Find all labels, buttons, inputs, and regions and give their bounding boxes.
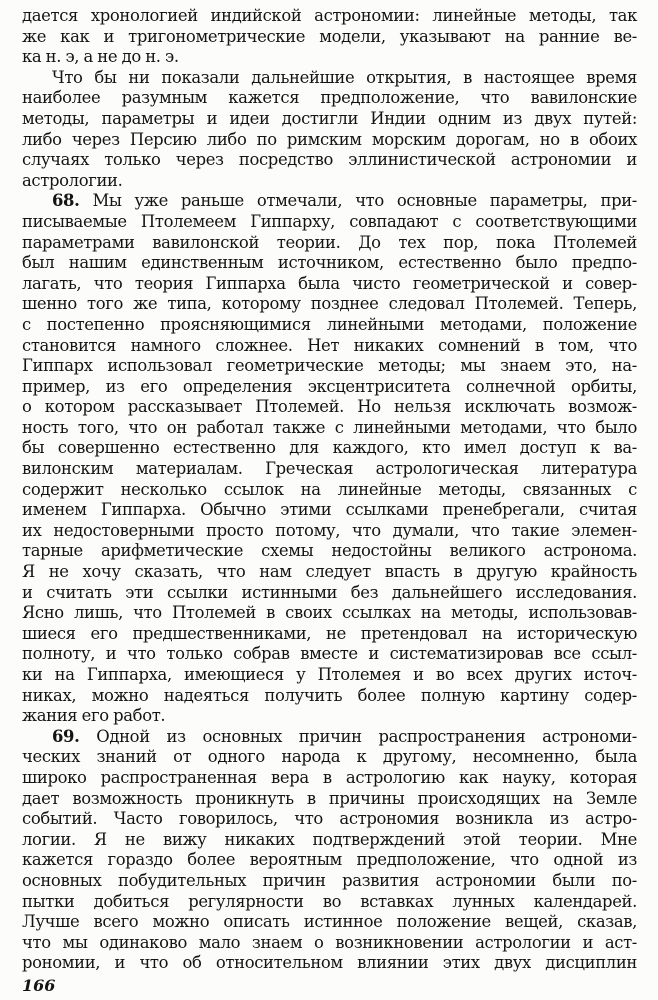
line-text: рономии, и что об относительном влиянии этих двух дисциплин xyxy=(22,953,637,973)
line-text: бы совершенно естественно для каждого, кто имел доступ к ва- xyxy=(22,438,637,458)
line-text: о котором рассказывает Птолемей. Но нельзя исключать возмож- xyxy=(22,397,637,417)
line-text: пытки добиться регулярности во вставках лунных календарей. xyxy=(22,891,637,911)
text-line xyxy=(22,336,637,357)
line-text: был нашим единственным источником, естественно было предпо- xyxy=(22,253,637,273)
text-line xyxy=(22,47,637,68)
text-line xyxy=(22,562,637,583)
text-line xyxy=(22,892,637,913)
text-line xyxy=(22,68,637,89)
line-text: астрологии. xyxy=(22,170,123,190)
paragraph-number: 68. xyxy=(52,191,80,211)
text-line xyxy=(22,459,637,480)
line-text: вилонским материалам. Греческая астрологическая литература xyxy=(22,459,637,479)
line-text: случаях только через посредство эллинистической астрономии и xyxy=(22,150,637,170)
paragraph-number: 69. xyxy=(52,726,80,746)
line-text: основных побудительных причин развития астрономии были по- xyxy=(22,870,637,890)
line-text: шенно того же типа, которому позднее следовал Птолемей. Теперь, xyxy=(22,294,637,314)
line-text: ность того, что он работал также с линейными методами, что было xyxy=(22,417,637,437)
text-line xyxy=(22,377,637,398)
text-line xyxy=(22,933,637,954)
line-text: Ясно лишь, что Птолемей в своих ссылках на методы, использовав- xyxy=(22,603,637,623)
text-line xyxy=(22,315,637,336)
text-line xyxy=(22,521,637,542)
line-text: лагать, что теория Гиппарха была чисто геометрической и совер- xyxy=(22,273,637,293)
text-line xyxy=(22,438,637,459)
text-line xyxy=(22,830,637,851)
line-text: жания его работ. xyxy=(22,706,166,726)
text-line xyxy=(22,130,637,151)
text-line xyxy=(22,356,637,377)
text-line xyxy=(22,809,637,830)
text-line xyxy=(22,706,637,727)
line-text: становится намного сложнее. Нет никаких сомнений в том, что xyxy=(22,335,637,355)
text-line xyxy=(22,850,637,871)
text-line xyxy=(22,397,637,418)
line-text: ка н. э, а не до н. э. xyxy=(22,47,179,67)
text-line xyxy=(22,150,637,171)
line-text: ческих знаний от одного народа к другому, несомненно, была xyxy=(22,747,637,767)
line-text: логии. Я не вижу никаких подтверждений этой теории. Мне xyxy=(22,829,637,849)
text-line xyxy=(22,789,637,810)
line-text: полноту, и что только собрав вместе и систематизировав все ссыл- xyxy=(22,644,637,664)
line-text: пример, из его определения эксцентриситета солнечной орбиты, xyxy=(22,376,637,396)
line-text: кажется гораздо более вероятным предположение, что одной из xyxy=(22,850,637,870)
text-line xyxy=(22,233,637,254)
text-line xyxy=(22,541,637,562)
line-text: что мы одинаково мало знаем о возникновении астрологии и аст- xyxy=(22,932,637,952)
line-text: Гиппарх использовал геометрические методы; мы знаем это, на- xyxy=(22,356,637,376)
line-text: писываемые Птолемеем Гиппарху, совпадают с соответствующими xyxy=(22,211,637,231)
text-line xyxy=(22,294,637,315)
text-line xyxy=(22,480,637,501)
line-text: Лучше всего можно описать истинное положение вещей, сказав, xyxy=(22,912,637,932)
paragraph-number-line xyxy=(22,191,637,212)
text-line xyxy=(22,953,637,974)
text-line xyxy=(22,768,637,789)
text-line xyxy=(22,500,637,521)
text-line xyxy=(22,686,637,707)
line-text: событий. Часто говорилось, что астрономия возникла из астро- xyxy=(22,809,637,829)
line-text: дает возможность проникнуть в причины происходящих на Земле xyxy=(22,788,637,808)
line-text: и считать эти ссылки истинными без дальнейшего исследования. xyxy=(22,582,637,602)
line-text: наиболее разумным кажется предположение, что вавилонские xyxy=(22,88,637,108)
text-line xyxy=(22,171,637,192)
line-text: методы, параметры и идеи достигли Индии одним из двух путей: xyxy=(22,108,637,128)
line-text: Мы уже раньше отмечали, что основные параметры, при- xyxy=(92,191,637,211)
text-line xyxy=(22,624,637,645)
line-text: ки на Гиппарха, имеющиеся у Птолемея и во всех других источ- xyxy=(22,665,637,684)
paragraph-number-line xyxy=(22,727,637,748)
text-line xyxy=(22,644,637,665)
line-text: шиеся его предшественниками, не претендовал на историческую xyxy=(22,623,637,643)
line-text: же как и тригонометрические модели, указывают на ранние ве- xyxy=(22,26,637,46)
line-text: либо через Персию либо по римским морским дорогам, но в обоих xyxy=(22,129,637,149)
text-line xyxy=(22,871,637,892)
text-line xyxy=(22,88,637,109)
text-line xyxy=(22,603,637,624)
text-line xyxy=(22,912,637,933)
line-text: Что бы ни показали дальнейшие открытия, в настоящее время xyxy=(52,67,637,87)
line-text: тарные арифметические схемы недостойны великого астронома. xyxy=(22,541,637,561)
text-line xyxy=(22,747,637,768)
line-text: Я не хочу сказать, что нам следует впасть в другую крайность xyxy=(22,562,637,582)
line-text: их недостоверными просто потому, что думали, что такие элемен- xyxy=(22,520,637,540)
body-text xyxy=(22,6,637,974)
text-line xyxy=(22,212,637,233)
text-line xyxy=(22,418,637,439)
line-text: содержит несколько ссылок на линейные методы, связанных с xyxy=(22,479,637,499)
text-line xyxy=(22,27,637,48)
text-line xyxy=(22,109,637,130)
line-text: Одной из основных причин распространения астрономи- xyxy=(96,726,637,746)
line-text: широко распространенная вера в астрологию как науку, которая xyxy=(22,767,637,787)
text-line xyxy=(22,253,637,274)
line-text: параметрами вавилонской теории. До тех пор, пока Птолемей xyxy=(22,232,637,252)
text-line xyxy=(22,6,637,27)
page-number: 166 xyxy=(22,976,56,995)
line-text: дается хронологией индийской астрономии: линейные методы, так xyxy=(22,6,637,25)
line-text: с постепенно проясняющимися линейными методами, положение xyxy=(22,314,637,334)
line-text: именем Гиппарха. Обычно этими ссылками пренебрегали, считая xyxy=(22,500,637,520)
line-text: никах, можно надеяться получить более полную картину содер- xyxy=(22,685,637,705)
text-line xyxy=(22,665,637,686)
text-line xyxy=(22,583,637,604)
text-line xyxy=(22,274,637,295)
